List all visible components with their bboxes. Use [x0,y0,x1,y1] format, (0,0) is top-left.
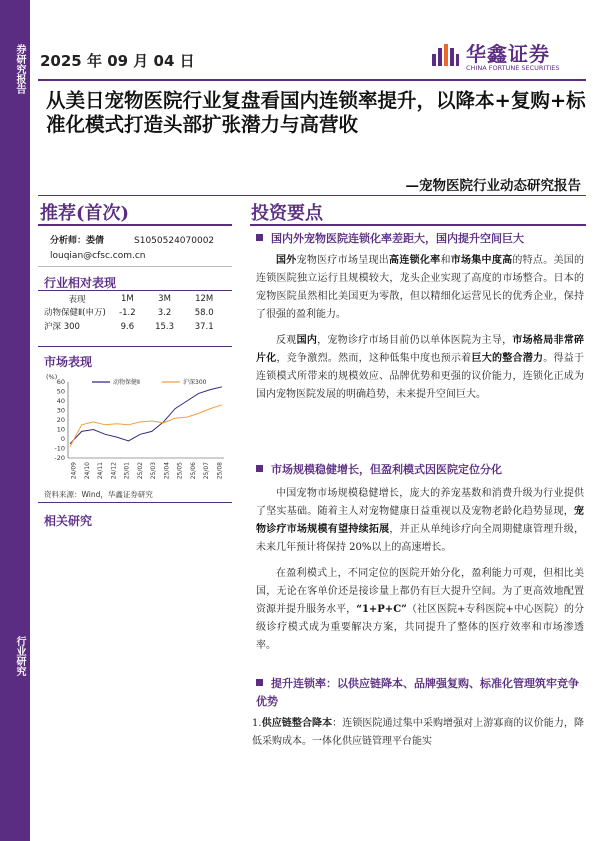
paragraph [256,332,584,404]
rating-divider [38,224,232,226]
x-tick-label: 24/11 [97,462,105,480]
side-label-report: 券研究报告 [14,44,25,94]
analyst-divider [38,266,232,267]
legend-label: 动物保健Ⅱ [113,379,140,386]
bold-text: 国外 [276,255,297,266]
text-run: 反观 [276,335,297,346]
text-run: 1. [252,718,262,729]
row-name: 沪深 300 [44,321,80,332]
analyst-info [50,234,230,264]
x-tick-label: 25/06 [189,462,197,480]
text-run: ：连锁医院通过集中采购增强对上游寡商的议价能力，降低采购成本。一体化供应链管理平台能实 [252,718,585,747]
x-tick-label: 25/03 [150,462,158,480]
market-heading: 市场表现 [44,355,93,369]
x-tick-label: 25/07 [203,462,211,480]
header-divider [38,79,586,81]
paragraph [256,485,584,557]
y-tick-label: 0 [60,435,65,443]
y-tick-label: 30 [56,406,65,415]
logo-name-en: CHINA FORTUNE SECURITIES [466,64,560,72]
analyst-email[interactable]: louqian@cfsc.com.cn [50,251,146,261]
analyst-cert: S1050524070002 [134,236,215,246]
y-tick-label: 10 [56,425,65,434]
x-tick-label: 25/05 [176,462,184,480]
series-line [70,405,222,447]
invest-divider [250,224,586,226]
y-tick-label: 50 [56,387,65,396]
col-header: 1M [120,294,134,304]
row-value-1m: -1.2 [119,307,136,318]
col-header: 表现 [68,295,86,305]
text-run: 在盈利模式上，不同定位的医院开始分化，盈利能力可观，但相比美国，无论在客单价还是接诊量上都仍有巨大提升空间。为了更高效地配置资源并提升服务水平， [256,568,584,615]
x-tick-label: 25/08 [216,462,224,480]
bold-text: 宠物诊疗市场规模有望持续拓展 [256,506,584,535]
bold-text: 国内 [296,335,318,346]
point-heading [256,675,584,711]
rating-heading: 推荐(首次) [40,203,130,224]
point-heading [256,230,584,248]
point-heading-text: 提升连锁率：以供应链降本、品牌强复购、标准化管理筑牢竞争优势 [256,677,579,708]
table-row [44,306,224,320]
text-run: ，并正从单纯诊疗向全周期健康管理升级，未来几年预计将保持 20%以上的高速增长。 [256,524,585,553]
y-tick-label: -20 [54,454,65,462]
y-tick-label: 60 [56,378,65,386]
bold-text: 市场集中度高 [450,255,513,266]
y-tick-label: 40 [56,397,65,405]
performance-bottom-divider [38,346,232,347]
chart-source: 资料来源：Wind，华鑫证券研究 [44,490,153,499]
source-divider [38,502,232,503]
text-run: 宠物医疗市场呈现出 [296,255,390,266]
text-run: 中国宠物市场规模稳健增长，庞大的养宠基数和消费升级为行业提供了坚实基础。随着主人对宠物健康日益重视以及宠物老龄化趋势显现， [256,488,584,517]
point-heading-text: 国内外宠物医院连锁化率差距大，国内提升空间巨大 [271,232,524,245]
analyst-label: 分析师： [50,236,87,246]
text-run: ，宠物诊疗市场目前仍以单体医院为主导， [317,335,513,346]
paragraph [256,252,584,324]
report-subtitle: —宠物医院行业动态研究报告 [405,178,581,194]
text-run: 的特点。美国的连锁医院独立运行且规模较大，龙头企业实现了高度的市场整合。日本的宠物医院虽然相比美国更为零散，但以精细化运营见长的优秀企业，保持了很强的盈利能力。 [256,255,585,320]
bold-text: 供应链整合降本 [261,718,333,729]
bullet-square-icon [256,234,263,241]
x-tick-label: 25/04 [163,462,171,480]
y-tick-label: -10 [54,444,65,453]
side-bar [0,0,30,841]
bold-text: 市场格局非常碎片化 [256,335,585,364]
row-name: 动物保健Ⅱ(申万) [44,307,106,318]
bullet-square-icon [256,679,263,686]
x-tick-label: 24/10 [83,462,91,480]
y-tick-label: 20 [56,416,65,424]
bold-text: 巨大的整合潜力 [471,353,544,364]
col-header: 12M [195,294,214,304]
logo-name-cn: 华鑫证券 [466,42,550,66]
col-header: 3M [158,294,171,304]
performance-table [44,292,224,334]
performance-divider [38,290,232,291]
performance-heading: 行业相对表现 [44,276,117,290]
market-chart [40,370,230,490]
point-heading-text: 市场规模稳健增长，但盈利模式因医院定位分化 [271,463,502,476]
invest-heading: 投资要点 [251,203,323,224]
report-date: 2025 年 09 月 04 日 [40,52,195,70]
point-2 [256,461,584,655]
x-tick-label: 25/02 [136,462,144,480]
bullet-square-icon [256,465,263,472]
row-value-1m: 9.6 [120,321,135,332]
report-title: 从美日宠物医院行业复盘看国内连锁率提升，以降本+复购+标准化模式打造头部扩张潜力与高营收 [46,89,586,136]
row-value-12m: 37.1 [194,321,214,332]
row-value-12m: 58.0 [194,307,214,318]
subtitle-divider [38,195,586,196]
x-tick-label: 24/09 [70,462,78,480]
row-value-3m: 15.3 [155,321,174,332]
text-run: （社区医院+专科医院+中心医院）的分级诊疗模式成为重要解决方案，共同提升了整体的医疗效率和市场渗透率。 [256,604,585,651]
x-tick-label: 25/01 [123,462,131,480]
table-header-row [44,292,224,306]
list-item [252,715,584,751]
legend-label: 沪深300 [183,379,207,386]
side-label-industry: 行业研究 [14,636,25,676]
paragraph [256,565,584,655]
point-heading [256,461,584,479]
analyst-name: 娄倩 [86,236,105,246]
text-run: 和 [440,255,451,266]
point-3 [252,675,585,751]
company-logo [430,40,580,74]
x-tick-label: 24/12 [110,462,118,480]
y-axis-label: (%) [46,373,58,381]
logo-mark-icon [430,40,460,70]
bold-text: 高连锁化率 [389,255,441,266]
row-value-3m: 3.2 [157,307,172,318]
point-1 [256,230,584,404]
text-run: 。得益于连锁模式所带来的规模效应、品牌优势和更强的议价能力，连锁化正成为国内宠物医院发展的明确趋势，未来提升空间巨大。 [256,353,585,400]
bold-text: “1+P+C” [356,604,407,615]
table-row [44,320,224,334]
related-heading: 相关研究 [44,514,93,528]
series-line [70,387,222,444]
text-run: ，竞争激烈。然而，这种低集中度也预示着 [276,353,472,364]
